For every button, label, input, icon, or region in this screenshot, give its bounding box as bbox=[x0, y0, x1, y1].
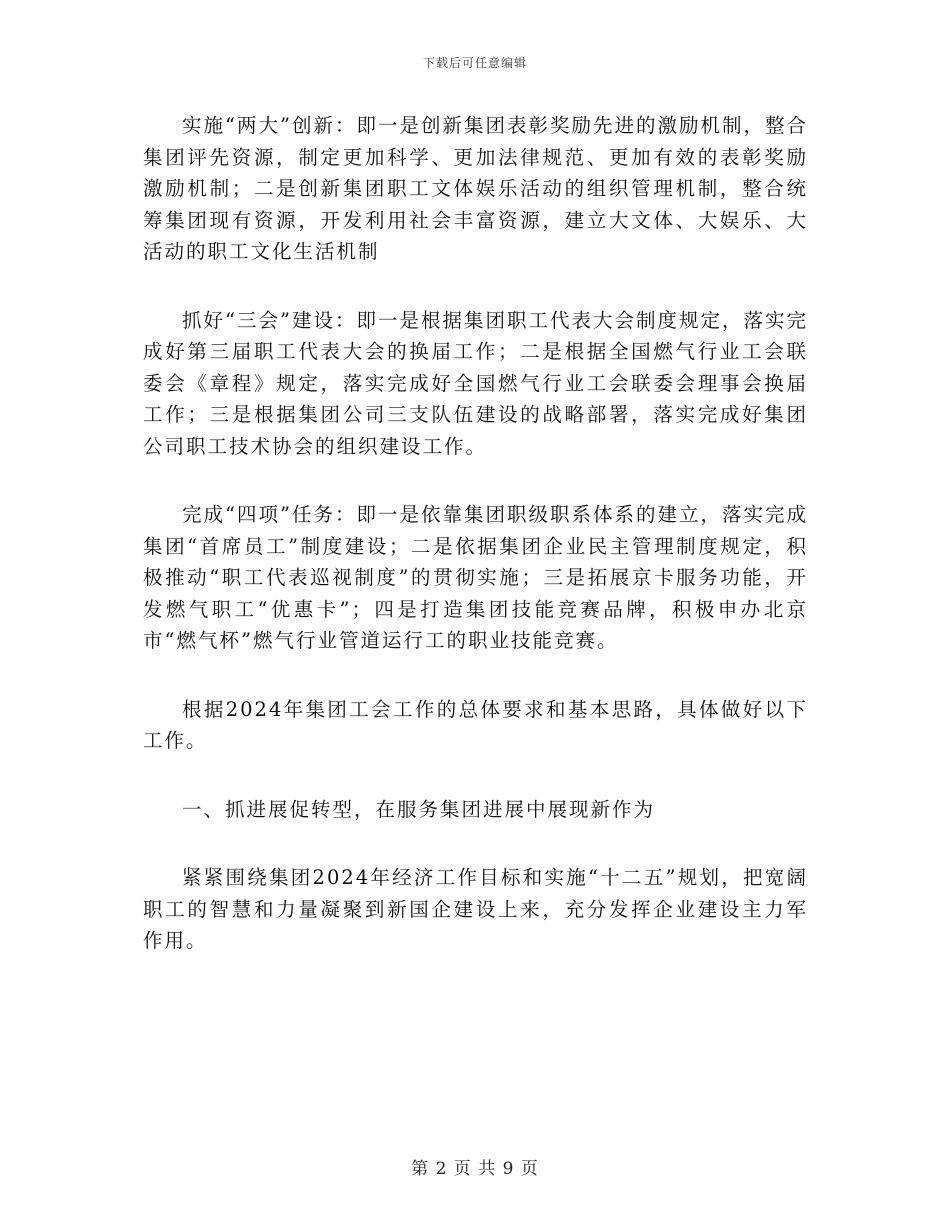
paragraph-economic-goals: 紧紧围绕集团2024年经济工作目标和实施“十二五”规划，把宽阔职工的智慧和力量凝聚到新国企建设上来，充分发挥企业建设主力军作用。 bbox=[143, 866, 808, 952]
paragraph-work-requirements: 根据2024年集团工会工作的总体要求和基本思路，具体做好以下工作。 bbox=[143, 697, 808, 752]
paragraph-two-innovations: 实施“两大”创新：即一是创新集团表彰奖励先进的激励机制，整合集团评先资源，制定更加科学、更加法律规范、更加有效的表彰奖励激励机制；二是创新集团职工文体娱乐活动的组织管理机制，整合统筹集团现有资源，开发利用社会丰富资源，建立大文体、大娱乐、大活动的职工文化生活机制 bbox=[143, 114, 808, 263]
document-body bbox=[143, 110, 808, 994]
page-number: 第 2 页 共 9 页 bbox=[411, 1159, 539, 1179]
paragraph-three-meetings: 抓好“三会”建设：即一是根据集团职工代表大会制度规定，落实完成好第三届职工代表大会的换届工作；二是根据全国燃气行业工会联委会《章程》规定，落实完成好全国燃气行业工会联委会理事会换届工作；三是根据集团公司三支队伍建设的战略部署，落实完成好集团公司职工技术协会的组织建设工作。 bbox=[143, 308, 808, 458]
header-note: 下载后可任意编辑 bbox=[422, 56, 527, 70]
section-heading-1: 一、抓进展促转型，在服务集团进展中展现新作为 bbox=[182, 797, 656, 821]
paragraph-four-tasks: 完成“四项”任务：即一是依靠集团职级职系体系的建立，落实完成集团“首席员工”制度建设；二是依据集团企业民主管理制度规定，积极推动“职工代表巡视制度”的贯彻实施；三是拓展京卡服务功能，开发燃气职工“优惠卡”；四是打造集团技能竞赛品牌，积极申办北京市“燃气杯”燃气行业管道运行工的职业技能竞赛。 bbox=[143, 503, 808, 652]
